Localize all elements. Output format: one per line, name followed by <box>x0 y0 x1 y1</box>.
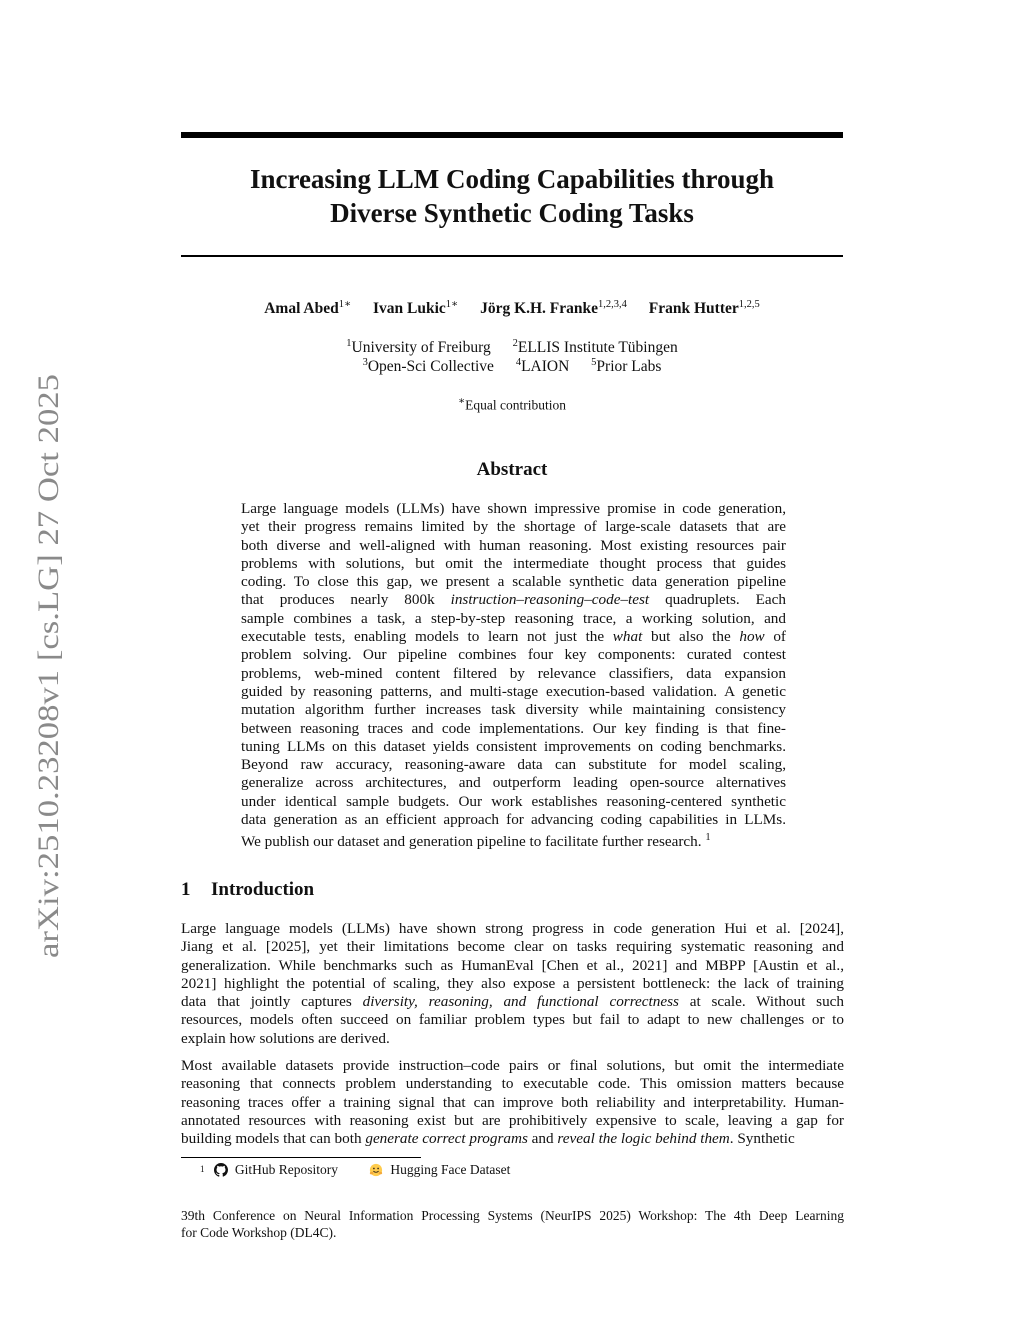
footnote <box>200 1162 538 1181</box>
paper-title <box>181 162 843 230</box>
text-segment: yet their progress remains limited by the shortage of large-scale datasets that are <box>241 518 786 536</box>
text-segment: Large language models (LLMs) have shown impressive promise in code generation, <box>241 500 786 517</box>
github-repository-link[interactable] <box>214 1162 338 1178</box>
text-line <box>241 756 786 774</box>
affiliation <box>363 357 494 376</box>
affiliation-mark: 4 <box>515 357 522 368</box>
text-line <box>181 1057 844 1075</box>
section-heading <box>181 879 314 901</box>
arxiv-id-text: arXiv:2510.23208v1 [cs.LG] 27 Oct 2025 <box>32 453 65 958</box>
text-line <box>241 829 786 851</box>
text-segment: reasoning that connects problem understanding to executable code. This omission matters because <box>181 1075 844 1093</box>
text-line <box>241 738 786 756</box>
text-line <box>241 774 786 792</box>
text-segment: between reasoning traces and code implementations. Our key finding is that fine- <box>241 719 786 737</box>
abstract-heading: Abstract <box>476 459 548 480</box>
text-line <box>181 1094 844 1112</box>
text-segment: Large language models (LLMs) have shown strong progress in code generation Hui et al. [2024], <box>181 920 844 937</box>
equal-contribution-note <box>181 395 843 414</box>
author <box>649 299 760 318</box>
text-line <box>241 555 786 573</box>
author <box>480 299 627 318</box>
text-segment: 2021] highlight the potential of scaling, they also expose a persistent bottleneck: the lack of training <box>181 974 844 992</box>
author-affiliation-mark: 1∗ <box>445 299 459 310</box>
text-segment: at scale. Without such <box>678 993 845 1011</box>
text-line <box>241 683 786 701</box>
text-line <box>241 811 786 829</box>
text-line <box>181 1112 844 1130</box>
text-line <box>181 1075 844 1093</box>
hugging-face-dataset-label: Hugging Face Dataset <box>390 1162 511 1177</box>
section-title: Introduction <box>211 879 315 900</box>
affiliation-line <box>181 338 843 357</box>
text-segment: We publish our dataset and generation pipeline to facilitate further research. <box>241 833 706 851</box>
text-line <box>181 975 844 993</box>
text-segment: problem solving. Our pipeline combines four key components: curated contest <box>241 646 786 664</box>
text-segment: building models that can both <box>181 1130 366 1148</box>
abstract-body <box>241 500 786 852</box>
text-segment: that produces nearly 800k <box>241 591 451 609</box>
text-line <box>181 957 844 975</box>
text-segment: executable tests, enabling models to learn not just the <box>241 628 613 646</box>
github-repository-label: GitHub Repository <box>234 1162 338 1177</box>
text-line <box>241 646 786 664</box>
text-line <box>241 720 786 738</box>
text-line <box>181 920 844 938</box>
text-segment: resources, models often succeed on familiar problem types but fail to adapt to new challenges or to <box>181 1011 844 1029</box>
author-affiliation-mark: 1∗ <box>338 299 352 310</box>
title-line: Diverse Synthetic Coding Tasks <box>330 198 694 228</box>
text-segment: sample combines a task, a step-by-step reasoning trace, a working solution, and <box>241 609 786 627</box>
text-segment: problems with solutions, but omit the intermediate thought process that guides <box>241 554 786 572</box>
venue-line: 39th Conference on Neural Information Processing Systems (NeurIPS 2025) Workshop: The 4th Deep Learning <box>181 1208 844 1223</box>
author-list <box>181 298 843 318</box>
affiliation <box>591 357 661 376</box>
text-segment: quadruplets. Each <box>649 591 787 609</box>
affiliation-mark: 3 <box>362 357 368 368</box>
footnote-mark: 1 <box>200 1163 205 1174</box>
affiliation-line <box>181 357 843 376</box>
section-number: 1 <box>181 879 191 900</box>
affiliation-name: Prior Labs <box>596 358 662 376</box>
text-line <box>181 1011 844 1029</box>
footnote-rule <box>181 1157 421 1158</box>
text-segment: under identical sample budgets. Our work establishes reasoning-centered synthetic <box>241 792 786 810</box>
author-name: Amal Abed <box>264 300 339 318</box>
text-segment: generalization. While benchmarks such as HumanEval [Chen et al., 2021] and MBPP [Austin et al., <box>181 956 844 974</box>
affiliation-name: ELLIS Institute Tübingen <box>517 339 678 357</box>
text-segment: mutation algorithm further increases task diversity while maintaining consistency <box>241 701 786 719</box>
text-segment: coding. To close this gap, we present a scalable synthetic data generation pipeline <box>241 573 786 591</box>
text-line <box>241 591 786 609</box>
text-segment: of <box>764 628 786 646</box>
title-bottom-rule <box>181 255 843 257</box>
text-segment: explain how solutions are derived. <box>181 1029 390 1047</box>
emphasized-text: reveal the logic behind them <box>557 1130 730 1148</box>
text-line <box>241 701 786 719</box>
intro-paragraph <box>181 920 844 1048</box>
text-segment: annotated resources with reasoning exist but are prohibitively expensive to scale, leaving a gap for <box>181 1111 844 1129</box>
text-line <box>181 1130 844 1148</box>
github-icon <box>214 1163 228 1177</box>
author <box>264 298 351 318</box>
affiliation-name: University of Freiburg <box>351 339 491 357</box>
text-line <box>241 793 786 811</box>
text-segment: reasoning traces offer a training signal that can improve both reliability and interpretability. Human- <box>181 1093 844 1111</box>
text-line <box>241 610 786 628</box>
text-segment: both diverse and well-aligned with human reasoning. Most existing resources pair <box>241 536 786 554</box>
text-line <box>241 665 786 683</box>
equal-contribution-mark: ∗ <box>458 396 466 407</box>
text-line <box>181 993 844 1011</box>
text-line <box>241 537 786 555</box>
text-segment: generalize across architectures, and outperform leading open-source alternatives <box>241 774 786 792</box>
affiliation <box>346 338 490 357</box>
text-segment: Most available datasets provide instruction–code pairs or final solutions, but omit the intermediate <box>181 1057 844 1074</box>
text-segment: but also the <box>642 628 740 646</box>
text-segment: Jiang et al. [2025], yet their limitations become clear on tasks requiring systematic reasoning and <box>181 938 844 956</box>
affiliation <box>516 357 569 376</box>
text-line <box>181 1030 844 1048</box>
author <box>373 298 458 318</box>
text-line <box>181 938 844 956</box>
author-name: Frank Hutter <box>648 300 739 318</box>
text-line <box>241 628 786 646</box>
venue-line: for Code Workshop (DL4C). <box>181 1224 337 1240</box>
text-segment: tuning LLMs on this dataset yields consistent improvements on coding benchmarks. <box>241 737 786 755</box>
title-line: Increasing LLM Coding Capabilities through <box>249 164 775 194</box>
author-affiliation-mark: 1,2,5 <box>738 299 760 310</box>
emphasized-text: how <box>739 628 765 646</box>
text-segment: . Synthetic <box>729 1130 795 1148</box>
text-segment: Beyond raw accuracy, reasoning-aware data can substitute for model scaling, <box>241 756 786 774</box>
venue-note <box>181 1208 844 1241</box>
affiliation-name: LAION <box>521 358 570 376</box>
affiliation-mark: 2 <box>512 338 518 349</box>
emphasized-text: generate correct programs <box>365 1130 528 1148</box>
text-line <box>241 573 786 591</box>
author-name: Ivan Lukic <box>373 300 446 318</box>
affiliation-mark: 5 <box>591 357 597 368</box>
text-segment: data generation as an efficient approach for advancing coding capabilities in LLMs. <box>241 811 786 829</box>
affiliation-mark: 1 <box>346 338 352 349</box>
hugging-face-icon <box>369 1163 383 1177</box>
hugging-face-dataset-link[interactable] <box>369 1162 510 1178</box>
emphasized-text: diversity, reasoning, and functional correctness <box>362 993 679 1011</box>
text-line <box>241 518 786 536</box>
emphasized-text: instruction–reasoning–code–test <box>450 591 650 609</box>
intro-paragraph <box>181 1057 844 1148</box>
title-top-rule <box>181 132 843 138</box>
author-affiliation-mark: 1,2,3,4 <box>598 299 627 310</box>
arxiv-identifier <box>14 372 78 960</box>
text-segment: and <box>527 1130 558 1148</box>
emphasized-text: what <box>612 628 643 646</box>
text-segment: data that jointly captures <box>181 993 363 1011</box>
text-segment: problems, web-mined content filtered by relevance classifiers, data expansion <box>241 664 786 682</box>
affiliation <box>513 338 678 357</box>
text-segment: guided by reasoning patterns, and multi-stage execution-based validation. A genetic <box>241 682 786 700</box>
footnote-reference[interactable]: 1 <box>705 832 711 844</box>
equal-contribution-text: Equal contribution <box>465 397 566 413</box>
affiliation-name: Open-Sci Collective <box>367 358 494 376</box>
text-line <box>241 500 786 518</box>
author-name: Jörg K.H. Franke <box>480 300 599 318</box>
